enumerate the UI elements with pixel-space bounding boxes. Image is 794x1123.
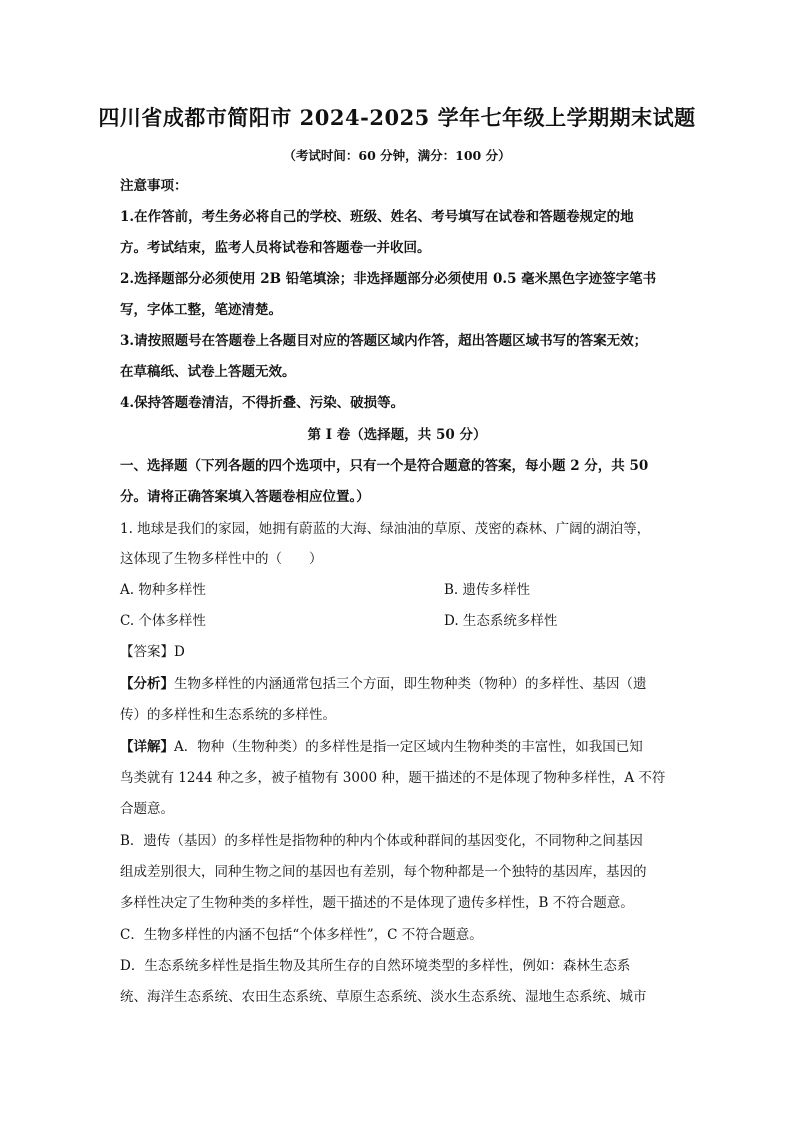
section-title: 第 I 卷（选择题，共 50 分） bbox=[307, 427, 487, 443]
option-d: D. 生态系统多样性 bbox=[444, 613, 558, 629]
section-instruction: 一、选择题（下列各题的四个选项中，只有一个是符合题意的答案，每小题 2 分，共 50 bbox=[120, 458, 649, 474]
analysis-line: 传）的多样性和生态系统的多样性。 bbox=[120, 707, 336, 723]
detail-line: D．生态系统多样性是指生物及其所生存的自然环境类型的多样性，例如：森林生态系 bbox=[120, 958, 631, 974]
analysis-text: 生物多样性的内涵通常包括三个方面，即生物种类（物种）的多样性、基因（遗 bbox=[174, 676, 647, 692]
section-instruction: 分。请将正确答案填入答题卷相应位置。） bbox=[120, 489, 370, 505]
detail-line: B．遗传（基因）的多样性是指物种的种内个体或种群间的基因变化，不同物种之间基因 bbox=[120, 833, 643, 849]
option-b: B. 遗传多样性 bbox=[444, 582, 531, 598]
page-title: 四川省成都市简阳市 2024-2025 学年七年级上学期期末试题 bbox=[98, 105, 696, 130]
detail-text: A．物种（生物种类）的多样性是指一定区域内生物种类的丰富性，如我国已知 bbox=[174, 739, 643, 755]
analysis-line bbox=[120, 674, 680, 694]
detail-label: 【详解】 bbox=[120, 739, 174, 755]
notes-heading: 注意事项： bbox=[120, 178, 188, 194]
question-stem: 1. 地球是我们的家园，她拥有蔚蓝的大海、绿油油的草原、茂密的森林、广阔的湖泊等， bbox=[120, 521, 651, 537]
answer-line: 【答案】D bbox=[120, 644, 185, 660]
notes-line: 在草稿纸、试卷上答题无效。 bbox=[120, 364, 296, 380]
notes-line: 3.请按照题号在答题卷上各题目对应的答题区域内作答，超出答题区域书写的答案无效； bbox=[120, 333, 648, 349]
notes-line: 1.在作答前，考生务必将自己的学校、班级、姓名、考号填写在试卷和答题卷规定的地 bbox=[120, 209, 634, 225]
notes-line: 4.保持答题卷清洁，不得折叠、污染、破损等。 bbox=[120, 395, 405, 411]
exam-time-note: （考试时间：60 分钟，满分：100 分） bbox=[283, 148, 511, 163]
question-stem: 这体现了生物多样性中的（ ） bbox=[120, 551, 323, 567]
detail-line: 多样性决定了生物种类的多样性，题干描述的不是体现了遗传多样性，B 不符合题意。 bbox=[120, 895, 634, 911]
option-a: A. 物种多样性 bbox=[120, 582, 206, 598]
notes-line: 方。考试结束，监考人员将试卷和答题卷一并收回。 bbox=[120, 240, 431, 256]
detail-line: 统、海洋生态系统、农田生态系统、草原生态系统、淡水生态系统、湿地生态系统、城市 bbox=[120, 989, 647, 1005]
option-c: C. 个体多样性 bbox=[120, 613, 206, 629]
notes-line: 2.选择题部分必须使用 2B 铅笔填涂；非选择题部分必须使用 0.5 毫米黑色字迹签字笔书 bbox=[120, 271, 657, 287]
notes-line: 写，字体工整，笔迹清楚。 bbox=[120, 302, 282, 318]
detail-line bbox=[120, 737, 680, 757]
detail-line: 鸟类就有 1244 种之多，被子植物有 3000 种，题干描述的不是体现了物种多样性，A 不符 bbox=[120, 770, 666, 786]
detail-line: C．生物多样性的内涵不包括“个体多样性”，C 不符合题意。 bbox=[120, 927, 483, 943]
detail-line: 组成差别很大，同种生物之间的基因也有差别，每个物种都是一个独特的基因库，基因的 bbox=[120, 864, 647, 880]
detail-line: 合题意。 bbox=[120, 801, 174, 817]
analysis-label: 【分析】 bbox=[120, 676, 174, 692]
